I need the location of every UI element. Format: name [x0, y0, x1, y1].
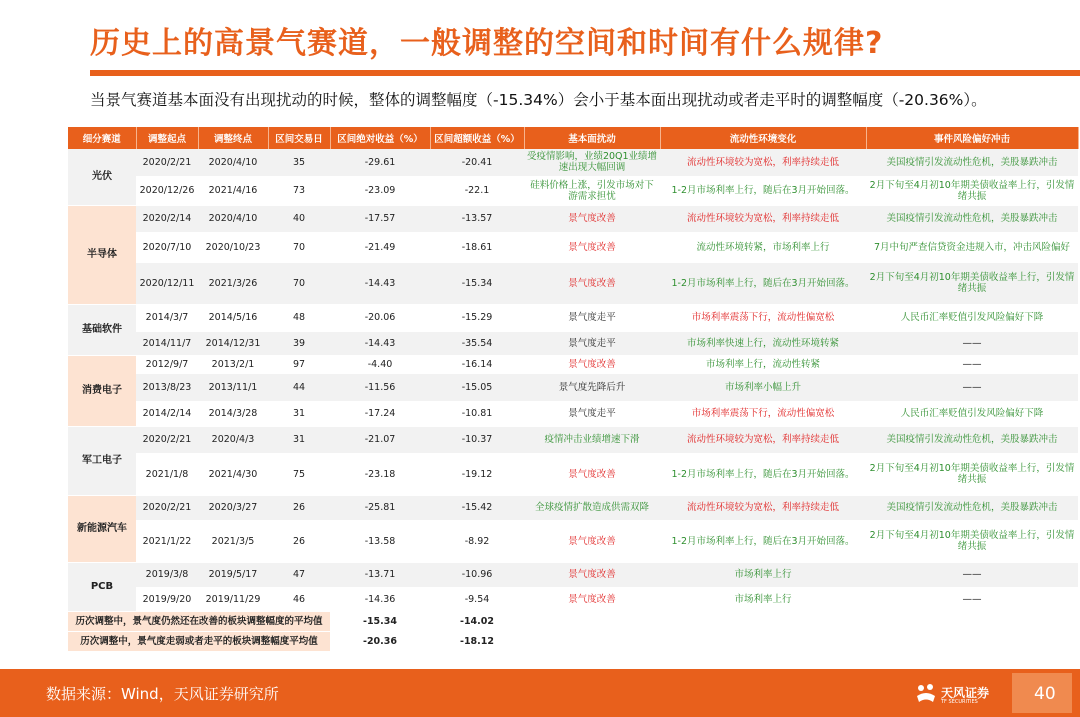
cell-abs: -21.49 [330, 232, 430, 262]
cell-event: 人民币汇率贬值引发风险偏好下降 [866, 401, 1078, 426]
cell-excess: -22.1 [430, 176, 524, 205]
cell-start: 2020/2/21 [136, 149, 198, 176]
table-row [68, 495, 1078, 520]
cell-start: 2019/9/20 [136, 587, 198, 611]
cell-start: 2019/3/8 [136, 562, 198, 587]
cell-abs: -29.61 [330, 149, 430, 176]
cell-start: 2012/9/7 [136, 355, 198, 373]
cell-fund: 受疫情影响，业绩20Q1业绩增速出现大幅回调 [524, 149, 660, 176]
cell-liq: 1-2月市场利率上行，随后在3月开始回落。 [660, 453, 866, 495]
cell-fund: 景气度改善 [524, 355, 660, 373]
page-number: 40 [1034, 684, 1056, 704]
cell-liq: 市场利率上行，流动性转紧 [660, 355, 866, 373]
logo-english: TF SECURITIES [941, 699, 978, 705]
cell-event: 美国疫情引发流动性危机，美股暴跌冲击 [866, 426, 1078, 453]
cell-abs: -17.57 [330, 205, 430, 232]
cell-abs: -17.24 [330, 401, 430, 426]
cell-days: 31 [268, 426, 330, 453]
summary-label: 历次调整中，景气度走弱或者走平的板块调整幅度平均值 [68, 631, 330, 651]
column-header: 区间绝对收益（%） [330, 127, 430, 149]
sector-name: 光伏 [68, 149, 136, 205]
cell-event: 2月下旬至4月初10年期美债收益率上行，引发情绪共振 [866, 262, 1078, 304]
table-row [68, 304, 1078, 331]
cell-excess: -20.41 [430, 149, 524, 176]
summary-row [68, 611, 1078, 631]
cell-liq: 流动性环境较为宽松，利率持续走低 [660, 426, 866, 453]
cell-abs: -11.56 [330, 373, 430, 401]
cell-days: 26 [268, 495, 330, 520]
cell-excess: -15.05 [430, 373, 524, 401]
table-row [68, 401, 1078, 426]
cell-end: 2019/11/29 [198, 587, 268, 611]
cell-start: 2020/2/21 [136, 426, 198, 453]
cell-event: —— [866, 331, 1078, 355]
cell-excess: -10.96 [430, 562, 524, 587]
summary-blank [524, 631, 1078, 651]
column-header: 事件风险偏好冲击 [866, 127, 1078, 149]
cell-start: 2020/2/21 [136, 495, 198, 520]
cell-start: 2014/11/7 [136, 331, 198, 355]
sector-name: 消费电子 [68, 355, 136, 426]
cell-days: 97 [268, 355, 330, 373]
cell-start: 2014/3/7 [136, 304, 198, 331]
cell-liq: 流动性环境转紧，市场利率上行 [660, 232, 866, 262]
cell-liq: 1-2月市场利率上行，随后在3月开始回落。 [660, 262, 866, 304]
cell-fund: 景气度走平 [524, 304, 660, 331]
adjustment-table [68, 127, 1079, 652]
column-header: 细分赛道 [68, 127, 136, 149]
table-row [68, 520, 1078, 562]
summary-abs: -20.36 [330, 631, 430, 651]
cell-days: 73 [268, 176, 330, 205]
cell-liq: 市场利率上行 [660, 587, 866, 611]
cell-start: 2020/2/14 [136, 205, 198, 232]
cell-end: 2013/11/1 [198, 373, 268, 401]
cell-end: 2014/12/31 [198, 331, 268, 355]
summary-excess: -14.02 [430, 611, 524, 631]
cell-fund: 疫情冲击业绩增速下滑 [524, 426, 660, 453]
cell-fund: 景气度改善 [524, 205, 660, 232]
sector-name: 军工电子 [68, 426, 136, 495]
cell-abs: -23.09 [330, 176, 430, 205]
cell-end: 2020/4/3 [198, 426, 268, 453]
page-title: 历史上的高景气赛道，一般调整的空间和时间有什么规律? [90, 26, 884, 61]
table-row [68, 331, 1078, 355]
cell-excess: -16.14 [430, 355, 524, 373]
cell-start: 2020/12/26 [136, 176, 198, 205]
cell-days: 40 [268, 205, 330, 232]
table-row [68, 176, 1078, 205]
table-header-row [68, 127, 1078, 149]
cell-days: 39 [268, 331, 330, 355]
cell-abs: -13.58 [330, 520, 430, 562]
cell-days: 46 [268, 587, 330, 611]
column-header: 区间交易日 [268, 127, 330, 149]
table-row [68, 262, 1078, 304]
cell-abs: -4.40 [330, 355, 430, 373]
cell-start: 2021/1/22 [136, 520, 198, 562]
cell-end: 2021/4/30 [198, 453, 268, 495]
table-row [68, 426, 1078, 453]
cell-liq: 1-2月市场利率上行，随后在3月开始回落。 [660, 520, 866, 562]
cell-event: —— [866, 562, 1078, 587]
cell-end: 2021/3/26 [198, 262, 268, 304]
cell-days: 70 [268, 262, 330, 304]
cell-days: 26 [268, 520, 330, 562]
cell-excess: -10.81 [430, 401, 524, 426]
cell-abs: -25.81 [330, 495, 430, 520]
summary-abs: -15.34 [330, 611, 430, 631]
cell-end: 2020/3/27 [198, 495, 268, 520]
cell-days: 44 [268, 373, 330, 401]
company-logo [915, 680, 1005, 710]
cell-event: —— [866, 587, 1078, 611]
cell-fund: 硅料价格上涨，引发市场对下游需求担忧 [524, 176, 660, 205]
cell-fund: 景气度改善 [524, 453, 660, 495]
cell-abs: -23.18 [330, 453, 430, 495]
cell-fund: 景气度走平 [524, 401, 660, 426]
cell-excess: -15.42 [430, 495, 524, 520]
cell-excess: -9.54 [430, 587, 524, 611]
adjustment-table-container [68, 127, 1078, 652]
cell-end: 2021/3/5 [198, 520, 268, 562]
table-row [68, 232, 1078, 262]
summary-row [68, 631, 1078, 651]
column-header: 基本面扰动 [524, 127, 660, 149]
table-row [68, 149, 1078, 176]
cell-excess: -10.37 [430, 426, 524, 453]
cell-excess: -19.12 [430, 453, 524, 495]
cell-fund: 景气度走平 [524, 331, 660, 355]
cell-start: 2020/7/10 [136, 232, 198, 262]
cell-end: 2020/4/10 [198, 205, 268, 232]
cell-days: 75 [268, 453, 330, 495]
cell-days: 47 [268, 562, 330, 587]
table-row [68, 453, 1078, 495]
cell-end: 2021/4/16 [198, 176, 268, 205]
column-header: 调整终点 [198, 127, 268, 149]
table-row [68, 373, 1078, 401]
cell-end: 2019/5/17 [198, 562, 268, 587]
cell-fund: 景气度改善 [524, 262, 660, 304]
summary-excess: -18.12 [430, 631, 524, 651]
table-row [68, 587, 1078, 611]
cell-event: 2月下旬至4月初10年期美债收益率上行，引发情绪共振 [866, 453, 1078, 495]
table-row [68, 355, 1078, 373]
page-subtitle: 当景气赛道基本面没有出现扰动的时候，整体的调整幅度（-15.34%）会小于基本面出现扰动或者走平时的调整幅度（-20.36%）。 [90, 91, 987, 109]
cell-liq: 流动性环境较为宽松，利率持续走低 [660, 205, 866, 232]
cell-event: 7月中旬严查信贷资金违规入市，冲击风险偏好 [866, 232, 1078, 262]
sector-name: 新能源汽车 [68, 495, 136, 562]
cell-abs: -20.06 [330, 304, 430, 331]
cell-excess: -15.29 [430, 304, 524, 331]
cell-liq: 市场利率震荡下行，流动性偏宽松 [660, 304, 866, 331]
cell-excess: -18.61 [430, 232, 524, 262]
cell-fund: 全球疫情扩散造成供需双降 [524, 495, 660, 520]
cell-days: 35 [268, 149, 330, 176]
cell-start: 2014/2/14 [136, 401, 198, 426]
summary-label: 历次调整中，景气度仍然还在改善的板块调整幅度的平均值 [68, 611, 330, 631]
cell-liq: 市场利率震荡下行，流动性偏宽松 [660, 401, 866, 426]
cell-liq: 市场利率快速上行，流动性环境转紧 [660, 331, 866, 355]
cell-excess: -8.92 [430, 520, 524, 562]
cell-abs: -14.43 [330, 262, 430, 304]
sector-name: 基础软件 [68, 304, 136, 355]
column-header: 流动性环境变化 [660, 127, 866, 149]
cell-event: 美国疫情引发流动性危机，美股暴跌冲击 [866, 149, 1078, 176]
sector-name: 半导体 [68, 205, 136, 304]
cell-days: 48 [268, 304, 330, 331]
cell-start: 2013/8/23 [136, 373, 198, 401]
summary-blank [524, 611, 1078, 631]
cell-abs: -13.71 [330, 562, 430, 587]
table-row [68, 205, 1078, 232]
cell-liq: 流动性环境较为宽松，利率持续走低 [660, 495, 866, 520]
cell-event: 美国疫情引发流动性危机，美股暴跌冲击 [866, 495, 1078, 520]
cell-liq: 市场利率小幅上升 [660, 373, 866, 401]
cell-end: 2020/10/23 [198, 232, 268, 262]
data-source: 数据来源：Wind，天风证券研究所 [46, 685, 279, 703]
cell-excess: -35.54 [430, 331, 524, 355]
cell-fund: 景气度改善 [524, 520, 660, 562]
cell-event: 2月下旬至4月初10年期美债收益率上行，引发情绪共振 [866, 176, 1078, 205]
cell-abs: -14.36 [330, 587, 430, 611]
column-header: 区间超额收益（%） [430, 127, 524, 149]
cell-fund: 景气度先降后升 [524, 373, 660, 401]
cell-liq: 流动性环境较为宽松，利率持续走低 [660, 149, 866, 176]
cell-end: 2014/3/28 [198, 401, 268, 426]
cell-liq: 1-2月市场利率上行，随后在3月开始回落。 [660, 176, 866, 205]
cell-event: 2月下旬至4月初10年期美债收益率上行，引发情绪共振 [866, 520, 1078, 562]
logo-mark-icon [915, 682, 937, 704]
table-body [68, 149, 1078, 651]
cell-end: 2020/4/10 [198, 149, 268, 176]
cell-event: —— [866, 355, 1078, 373]
cell-fund: 景气度改善 [524, 587, 660, 611]
cell-end: 2014/5/16 [198, 304, 268, 331]
cell-excess: -13.57 [430, 205, 524, 232]
cell-event: —— [866, 373, 1078, 401]
logo-name: 天风证券 [941, 686, 990, 700]
cell-excess: -15.34 [430, 262, 524, 304]
cell-end: 2013/2/1 [198, 355, 268, 373]
cell-event: 人民币汇率贬值引发风险偏好下降 [866, 304, 1078, 331]
cell-abs: -21.07 [330, 426, 430, 453]
cell-days: 70 [268, 232, 330, 262]
cell-abs: -14.43 [330, 331, 430, 355]
cell-event: 美国疫情引发流动性危机，美股暴跌冲击 [866, 205, 1078, 232]
table-row [68, 562, 1078, 587]
cell-start: 2020/12/11 [136, 262, 198, 304]
cell-liq: 市场利率上行 [660, 562, 866, 587]
cell-days: 31 [268, 401, 330, 426]
cell-start: 2021/1/8 [136, 453, 198, 495]
sector-name: PCB [68, 562, 136, 611]
cell-fund: 景气度改善 [524, 232, 660, 262]
column-header: 调整起点 [136, 127, 198, 149]
cell-fund: 景气度改善 [524, 562, 660, 587]
title-divider [90, 70, 1080, 76]
